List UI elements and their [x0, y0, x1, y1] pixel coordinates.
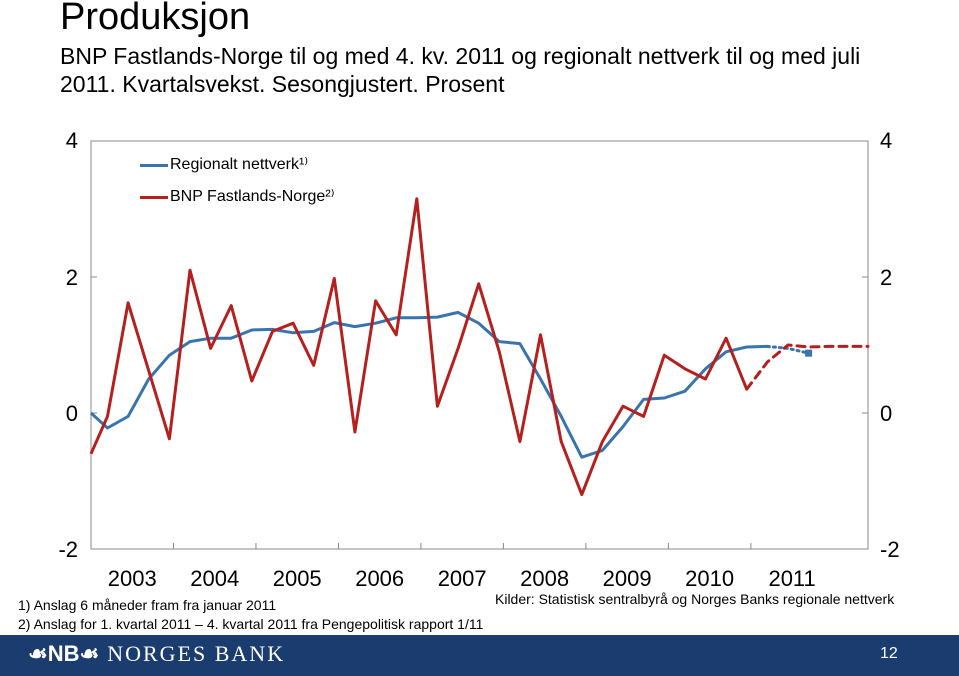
y-tick-left-4: 4 [65, 128, 78, 153]
legend-label-regionalt-nettverk: Regionalt nettverk¹⁾ [170, 156, 309, 173]
y-tick-right-minus2: -2 [880, 537, 900, 562]
y-tick-left-2: 2 [65, 265, 78, 290]
series-line-bnp [91, 199, 747, 495]
x-tick-2003: 2003 [107, 566, 157, 591]
y-tick-left-minus2: -2 [58, 537, 78, 562]
x-tick-2010: 2010 [685, 566, 735, 591]
page-subtitle: BNP Fastlands-Norge til og med 4. kv. 2011 og regionalt nettverk til og med juli 2011. Kvartalsvekst. Sesongjustert. Prosent [60, 43, 861, 97]
source-note: Kilder: Statistisk sentralbyrå og Norges Banks regionale nettverk [495, 591, 895, 607]
x-tick-2005: 2005 [272, 566, 322, 591]
x-tick-2008: 2008 [520, 566, 570, 591]
forecast-marker [805, 350, 812, 357]
footnote-1: 1) Anslag 6 måneder fram fra januar 2011 [18, 597, 277, 613]
x-tick-2007: 2007 [437, 566, 487, 591]
footnote-2: 2) Anslag for 1. kvartal 2011 – 4. kvartal 2011 fra Pengepolitisk rapport 1/11 [18, 616, 484, 632]
y-tick-right-4: 4 [880, 128, 893, 153]
logo-mark-icon: ☙NB☙ [28, 641, 100, 666]
x-tick-2011: 2011 [768, 566, 816, 591]
y-tick-right-2: 2 [880, 265, 893, 290]
norges-bank-logo [28, 641, 285, 667]
legend-swatch-red [140, 196, 168, 199]
logo-text: NORGES BANK [107, 641, 286, 666]
x-tick-2006: 2006 [355, 566, 405, 591]
legend-swatch-blue [140, 164, 168, 167]
y-tick-right-0: 0 [880, 401, 893, 426]
y-tick-left-0: 0 [65, 401, 78, 426]
legend-label-bnp: BNP Fastlands-Norge²⁾ [170, 188, 335, 205]
x-tick-2004: 2004 [190, 566, 240, 591]
page-number: 12 [880, 645, 898, 662]
x-tick-2009: 2009 [602, 566, 652, 591]
page-title: Produksjon [60, 0, 251, 38]
